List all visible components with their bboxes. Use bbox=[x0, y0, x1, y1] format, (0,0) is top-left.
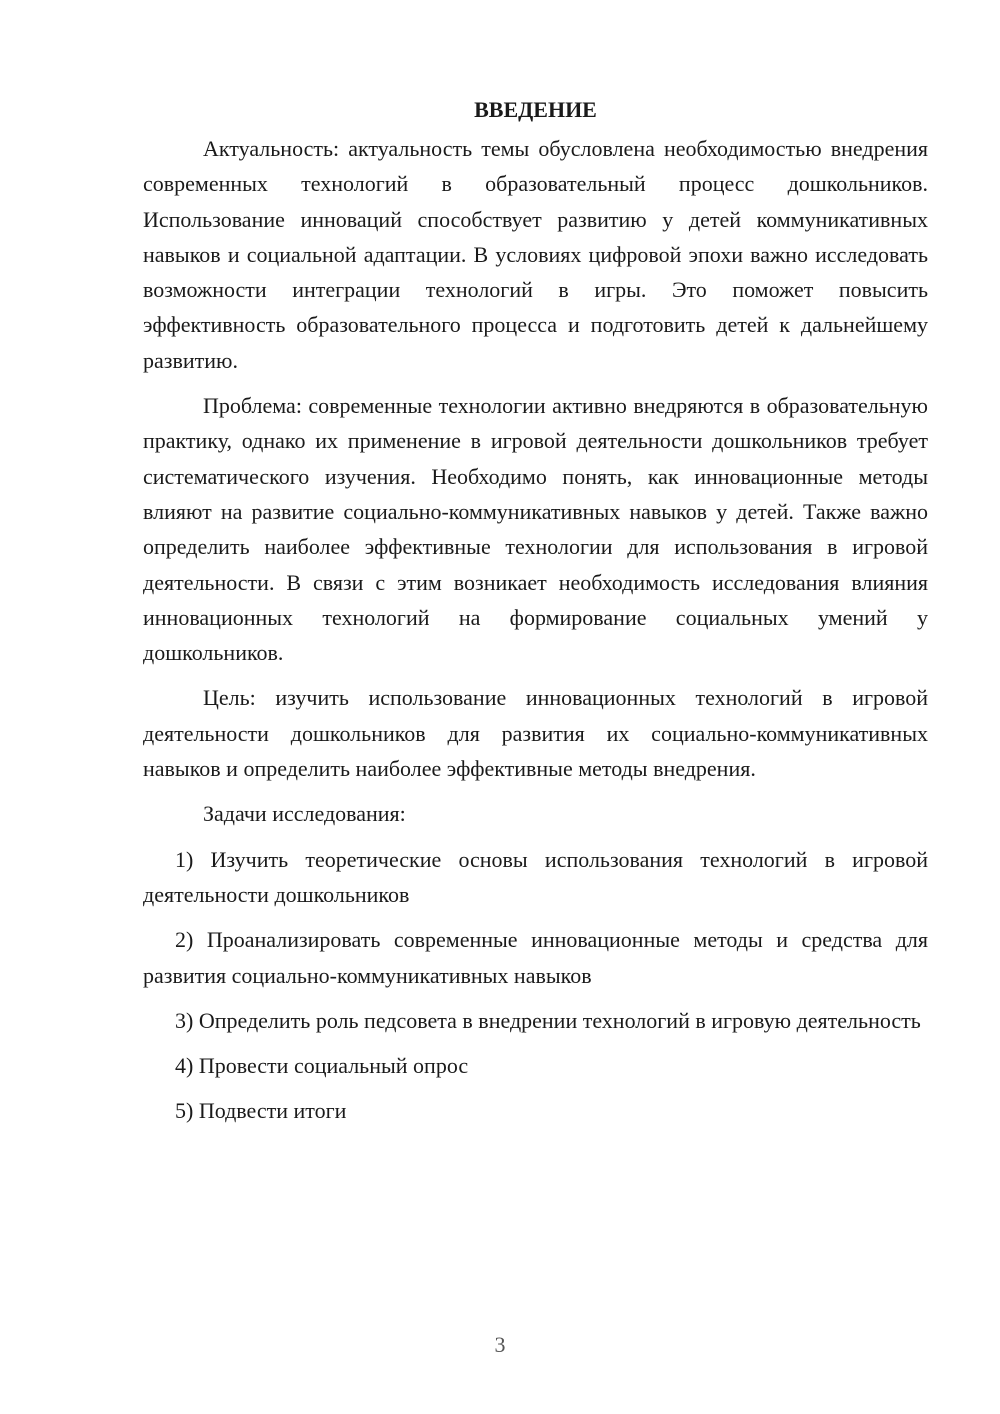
page-number: 3 bbox=[494, 1332, 506, 1357]
paragraph-relevance: Актуальность: актуальность темы обусловлена необходимостью внедрения современных технологий в образовательный процесс дошкольников. Использование инноваций способствует развитию у детей коммуникативных навыков и социальной адаптации. В условиях цифровой эпохи важно исследовать возможности интеграции технологий в игры. Это поможет повысить эффективность образовательного процесса и подготовить детей к дальнейшему развитию. bbox=[143, 136, 928, 373]
task-item: 2) Проанализировать современные инновационные методы и средства для развития социально-коммуникативных навыков bbox=[143, 927, 928, 988]
task-item: 4) Провести социальный опрос bbox=[175, 1053, 469, 1079]
page-body bbox=[143, 92, 928, 1139]
task-item: 3) Определить роль педсовета в внедрении технологий в игровую деятельность bbox=[175, 1007, 921, 1033]
tasks-heading: Задачи исследования: bbox=[203, 801, 406, 827]
task-item: 5) Подвести итоги bbox=[175, 1098, 347, 1124]
paragraph-problem: Проблема: современные технологии активно внедряются в образовательную практику, однако их применение в игровой деятельности дошкольников требует систематического изучения. Необходимо понять, как инновационные методы влияют на развитие социально-коммуникативных навыков у детей. Также важно определить наиболее эффективные технологии для использования в игровой деятельности. В связи с этим возникает необходимость исследования влияния инновационных технологий на формирование социальных умений у дошкольников. bbox=[143, 393, 928, 666]
task-item: 1) Изучить теоретические основы использования технологий в игровой деятельности дошкольников bbox=[143, 846, 928, 907]
paragraph-goal: Цель: изучить использование инновационных технологий в игровой деятельности дошкольников для развития их социально-коммуникативных навыков и определить наиболее эффективные методы внедрения. bbox=[143, 685, 928, 782]
page-title: ВВЕДЕНИЕ bbox=[474, 97, 597, 122]
